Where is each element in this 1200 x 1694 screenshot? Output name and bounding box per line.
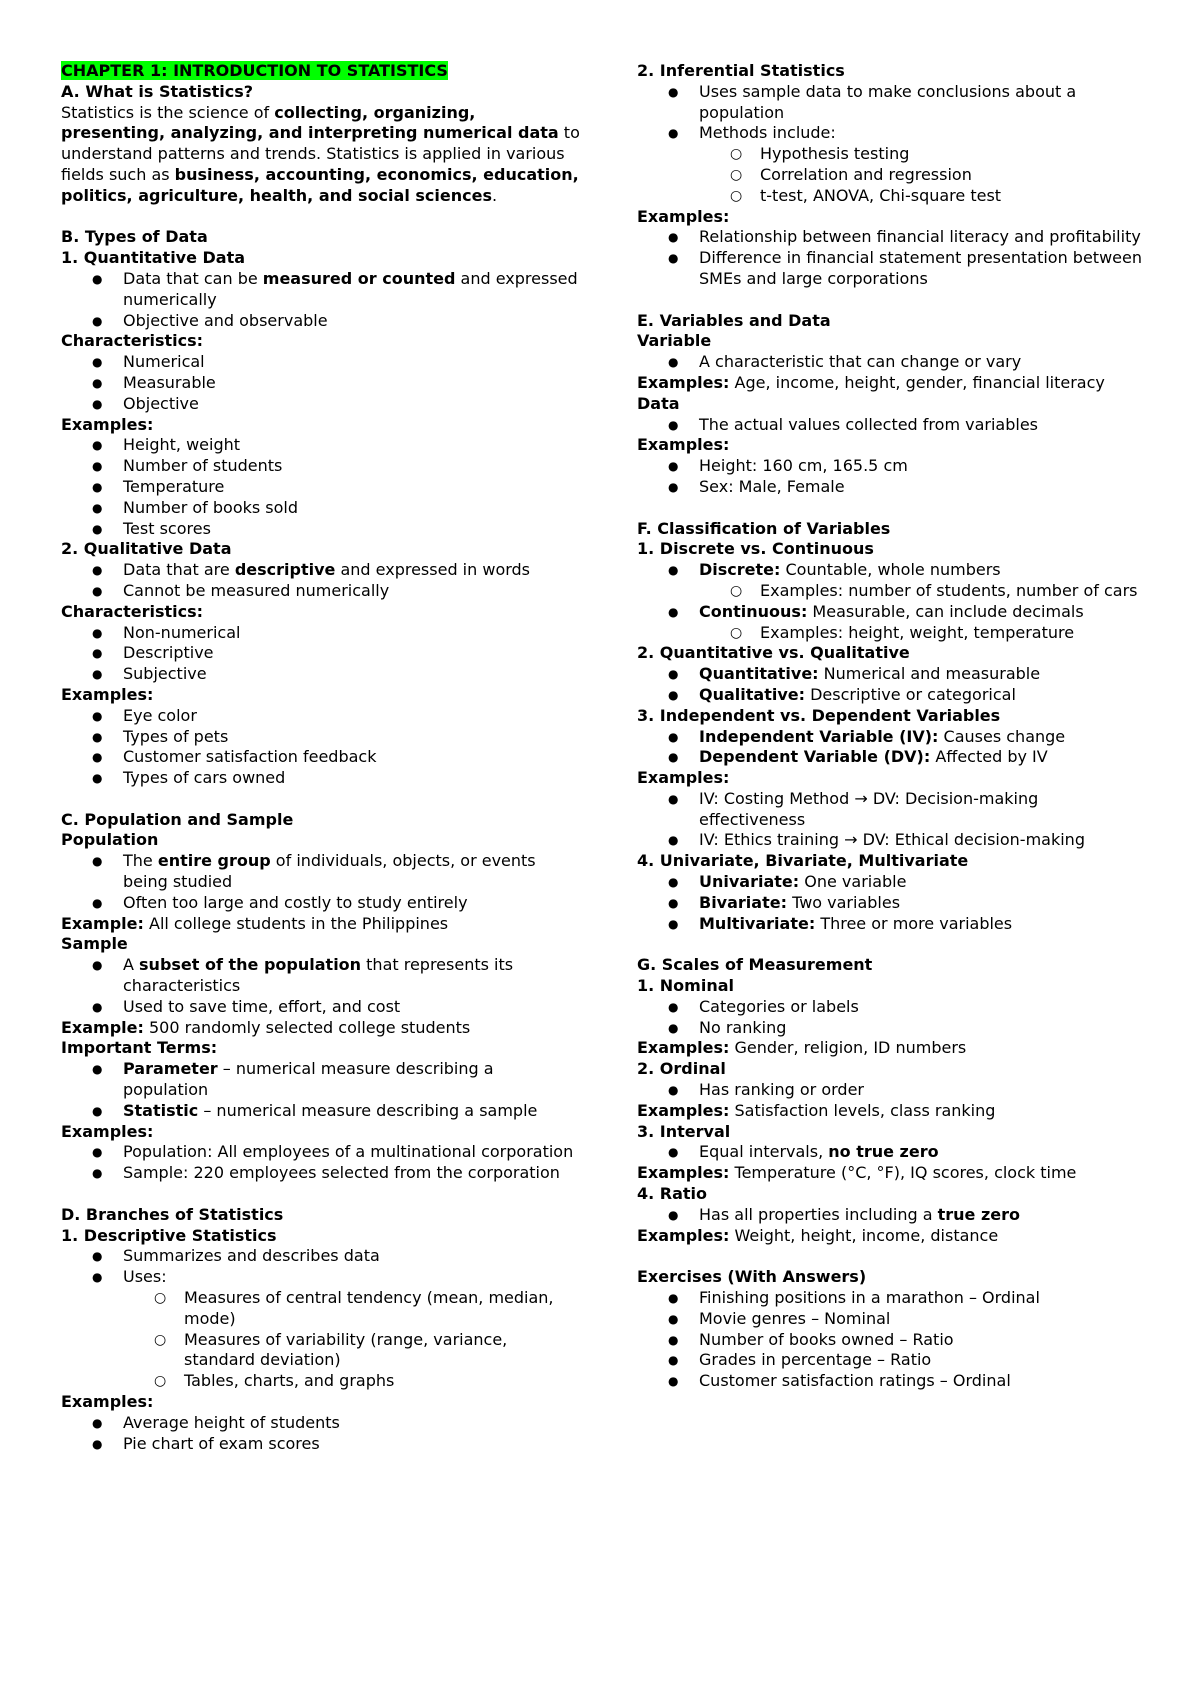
list-item: ● Descriptive bbox=[61, 643, 581, 664]
list-item: ● Height, weight bbox=[61, 435, 581, 456]
characteristics-label: Characteristics: bbox=[61, 601, 204, 621]
list-item: ● Customer satisfaction feedback bbox=[61, 747, 581, 768]
list-item: ● Sex: Male, Female bbox=[637, 477, 1147, 498]
ratio-heading: 4. Ratio bbox=[637, 1184, 708, 1204]
list-item: ● Univariate: One variable bbox=[637, 872, 1147, 893]
list-item: ● Finishing positions in a marathon – Ordinal bbox=[637, 1288, 1147, 1309]
list-item: ● Grades in percentage – Ratio bbox=[637, 1350, 1147, 1371]
list-item: ● Uses sample data to make conclusions about a population bbox=[637, 82, 1147, 124]
list-item: ● Number of books sold bbox=[61, 498, 581, 519]
examples-label: Examples: bbox=[61, 1121, 154, 1141]
important-terms-label: Important Terms: bbox=[61, 1038, 218, 1058]
list-item: ● Subjective bbox=[61, 664, 581, 685]
list-item: ● Bivariate: Two variables bbox=[637, 893, 1147, 914]
descriptive-statistics-heading: 1. Descriptive Statistics bbox=[61, 1225, 277, 1245]
list-item: ● Has ranking or order bbox=[637, 1080, 1147, 1101]
population-example: Example: All college students in the Philippines bbox=[61, 913, 449, 933]
discrete-continuous-heading: 1. Discrete vs. Continuous bbox=[637, 539, 874, 559]
ordinal-heading: 2. Ordinal bbox=[637, 1059, 726, 1079]
ratio-examples: Examples: Weight, height, income, distance bbox=[637, 1225, 999, 1245]
list-item: ● IV: Ethics training → DV: Ethical decision-making bbox=[637, 830, 1147, 851]
list-item: ● The entire group of individuals, objects, or events being studied bbox=[61, 851, 581, 893]
list-item: ● Sample: 220 employees selected from the corporation bbox=[61, 1163, 581, 1184]
qualitative-data-heading: 2. Qualitative Data bbox=[61, 539, 232, 559]
examples-label: Examples: bbox=[637, 768, 730, 788]
nominal-examples: Examples: Gender, religion, ID numbers bbox=[637, 1038, 967, 1058]
list-item: ● Uses: bbox=[61, 1267, 581, 1288]
list-item: ● Often too large and costly to study entirely bbox=[61, 893, 581, 914]
list-item: ● A subset of the population that represents its characteristics bbox=[61, 955, 581, 997]
examples-label: Examples: bbox=[61, 1392, 154, 1411]
list-item: ● Methods include: bbox=[637, 123, 1147, 144]
section-d-heading: D. Branches of Statistics bbox=[61, 1204, 284, 1224]
chapter-title: CHAPTER 1: INTRODUCTION TO STATISTICS bbox=[61, 61, 448, 80]
quantitative-data-heading: 1. Quantitative Data bbox=[61, 248, 246, 268]
list-item: ● Summarizes and describes data bbox=[61, 1246, 581, 1267]
list-item: ● Eye color bbox=[61, 706, 581, 727]
section-c-heading: C. Population and Sample bbox=[61, 809, 294, 829]
data-label: Data bbox=[637, 393, 680, 413]
examples-label: Examples: bbox=[637, 435, 730, 455]
list-item: ● Multivariate: Three or more variables bbox=[637, 914, 1147, 935]
list-item: ● Statistic – numerical measure describing a sample bbox=[61, 1101, 581, 1122]
examples-label: Examples: bbox=[61, 414, 154, 434]
list-item: ● Used to save time, effort, and cost bbox=[61, 997, 581, 1018]
list-item: ● Non-numerical bbox=[61, 623, 581, 644]
list-item: ● Test scores bbox=[61, 519, 581, 540]
list-item: ● Relationship between financial literacy and profitability bbox=[637, 227, 1147, 248]
sub-list-item: ○ Hypothesis testing bbox=[637, 144, 1147, 165]
list-item: ● Difference in financial statement presentation between SMEs and large corporations bbox=[637, 248, 1147, 290]
list-item: ● Quantitative: Numerical and measurable bbox=[637, 664, 1147, 685]
list-item: ● Movie genres – Nominal bbox=[637, 1309, 1147, 1330]
list-item: ● IV: Costing Method → DV: Decision-making effectiveness bbox=[637, 789, 1147, 831]
list-item: ● Discrete: Countable, whole numbers bbox=[637, 560, 1147, 581]
list-item: ● Measurable bbox=[61, 373, 581, 394]
list-item: ● Number of books owned – Ratio bbox=[637, 1330, 1147, 1351]
population-label: Population bbox=[61, 830, 159, 850]
right-column bbox=[637, 61, 1147, 1392]
list-item: ● Customer satisfaction ratings – Ordinal bbox=[637, 1371, 1147, 1392]
statistics-definition: Statistics is the science of collecting, organizing, presenting, analyzing, and interpreting numerical data to understand patterns and trends. Statistics is applied in various fields such as business, accounting, economics, education, politics, agriculture, health, and social sciences. bbox=[61, 102, 580, 205]
list-item: ● Categories or labels bbox=[637, 997, 1147, 1018]
section-a-heading: A. What is Statistics? bbox=[61, 81, 254, 101]
sample-example: Example: 500 randomly selected college students bbox=[61, 1017, 471, 1037]
section-b-heading: B. Types of Data bbox=[61, 227, 208, 247]
sub-list-item: ○ Tables, charts, and graphs bbox=[61, 1371, 581, 1392]
inferential-statistics-heading: 2. Inferential Statistics bbox=[637, 61, 845, 80]
list-item: ● Equal intervals, no true zero bbox=[637, 1142, 1147, 1163]
list-item: ● Dependent Variable (DV): Affected by IV bbox=[637, 747, 1147, 768]
list-item: ● Number of students bbox=[61, 456, 581, 477]
examples-label: Examples: bbox=[61, 684, 154, 704]
list-item: ● Cannot be measured numerically bbox=[61, 581, 581, 602]
list-item: ● Height: 160 cm, 165.5 cm bbox=[637, 456, 1147, 477]
univariate-bivariate-multivariate-heading: 4. Univariate, Bivariate, Multivariate bbox=[637, 851, 969, 871]
list-item: ● Population: All employees of a multinational corporation bbox=[61, 1142, 581, 1163]
exercises-heading: Exercises (With Answers) bbox=[637, 1267, 867, 1287]
list-item: ● The actual values collected from variables bbox=[637, 415, 1147, 436]
list-item: ● Types of cars owned bbox=[61, 768, 581, 789]
sample-label: Sample bbox=[61, 934, 128, 954]
list-item: ● Types of pets bbox=[61, 727, 581, 748]
section-f-heading: F. Classification of Variables bbox=[637, 518, 891, 538]
ordinal-examples: Examples: Satisfaction levels, class ranking bbox=[637, 1100, 996, 1120]
variable-label: Variable bbox=[637, 331, 712, 351]
list-item: ● Continuous: Measurable, can include decimals bbox=[637, 602, 1147, 623]
nominal-heading: 1. Nominal bbox=[637, 976, 734, 996]
list-item: ● Temperature bbox=[61, 477, 581, 498]
examples-label: Examples: bbox=[637, 206, 730, 226]
sub-list-item: ○ t-test, ANOVA, Chi-square test bbox=[637, 186, 1147, 207]
interval-heading: 3. Interval bbox=[637, 1121, 731, 1141]
list-item: ● Average height of students bbox=[61, 1413, 581, 1434]
section-e-heading: E. Variables and Data bbox=[637, 310, 831, 330]
sub-list-item: ○ Examples: height, weight, temperature bbox=[637, 623, 1147, 644]
sub-list-item: ○ Correlation and regression bbox=[637, 165, 1147, 186]
interval-examples: Examples: Temperature (°C, °F), IQ scores, clock time bbox=[637, 1163, 1077, 1183]
characteristics-label: Characteristics: bbox=[61, 331, 204, 351]
list-item: ● Pie chart of exam scores bbox=[61, 1434, 581, 1455]
section-g-heading: G. Scales of Measurement bbox=[637, 955, 873, 975]
independent-dependent-heading: 3. Independent vs. Dependent Variables bbox=[637, 705, 1001, 725]
list-item: ● Objective and observable bbox=[61, 311, 581, 332]
list-item: ● Parameter – numerical measure describing a population bbox=[61, 1059, 581, 1101]
list-item: ● Numerical bbox=[61, 352, 581, 373]
list-item: ● Independent Variable (IV): Causes change bbox=[637, 727, 1147, 748]
sub-list-item: ○ Examples: number of students, number of cars bbox=[637, 581, 1147, 602]
sub-list-item: ○ Measures of central tendency (mean, median, mode) bbox=[61, 1288, 581, 1330]
left-column bbox=[61, 61, 581, 1454]
quantitative-qualitative-heading: 2. Quantitative vs. Qualitative bbox=[637, 643, 910, 663]
list-item: ● Objective bbox=[61, 394, 581, 415]
list-item: ● Qualitative: Descriptive or categorical bbox=[637, 685, 1147, 706]
sub-list-item: ○ Measures of variability (range, variance, standard deviation) bbox=[61, 1330, 581, 1372]
list-item: ● No ranking bbox=[637, 1018, 1147, 1039]
variable-examples: Examples: Age, income, height, gender, financial literacy bbox=[637, 372, 1105, 392]
list-item: ● Data that can be measured or counted and expressed numerically bbox=[61, 269, 581, 311]
list-item: ● A characteristic that can change or vary bbox=[637, 352, 1147, 373]
list-item: ● Data that are descriptive and expressed in words bbox=[61, 560, 581, 581]
list-item: ● Has all properties including a true zero bbox=[637, 1205, 1147, 1226]
